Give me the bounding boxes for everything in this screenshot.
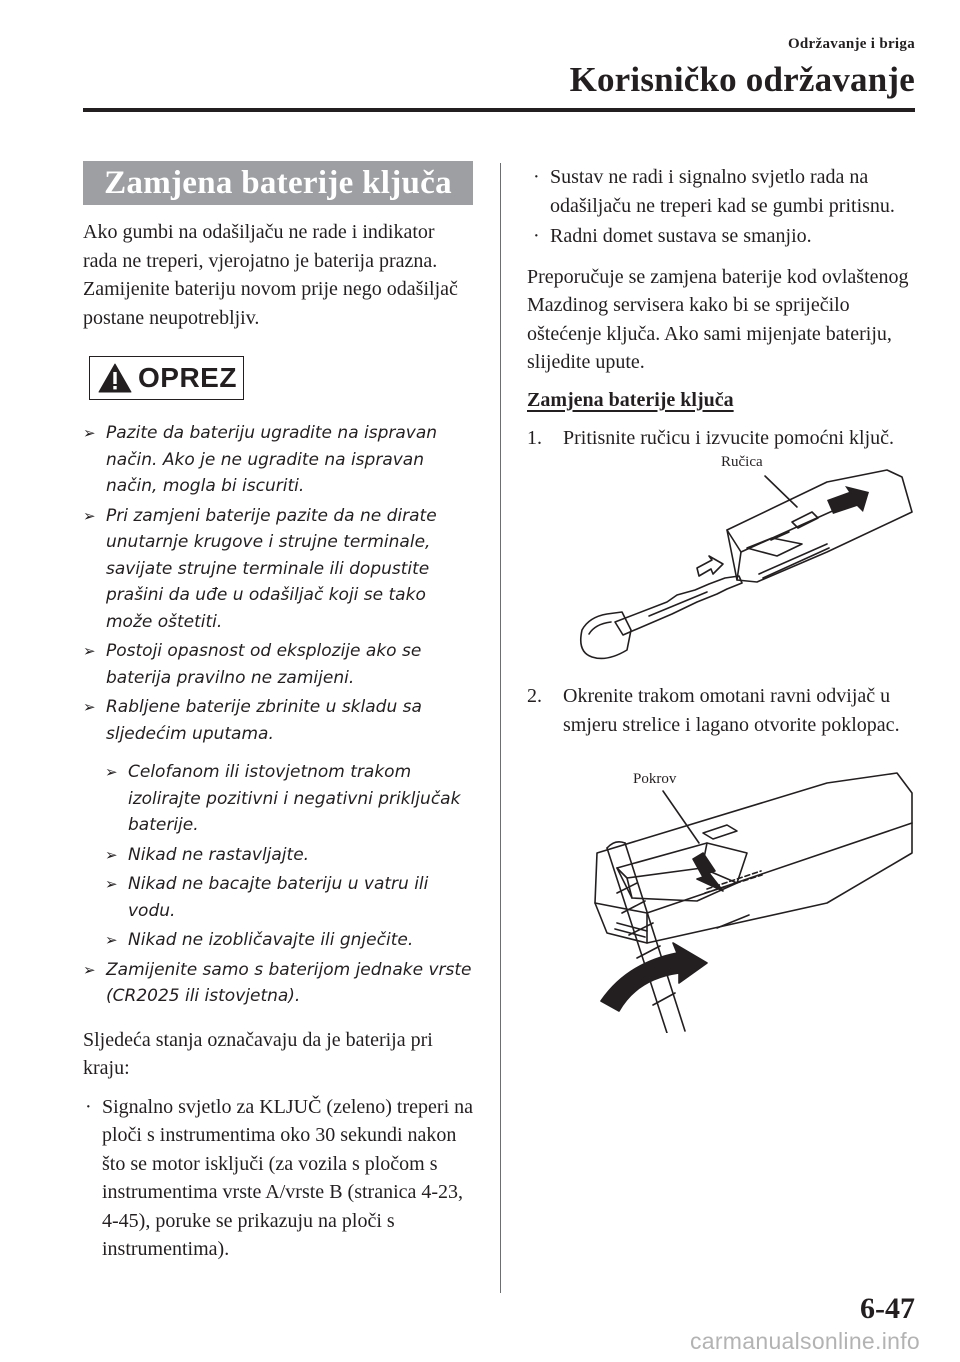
bullet-dot-icon: · bbox=[533, 166, 540, 188]
intro-paragraph-2: Zamijenite bateriju novom prije nego odašiljač postane neupotrebljiv. bbox=[83, 278, 458, 329]
caution-label: OPREZ bbox=[138, 362, 237, 393]
arrow-right-icon: ➢ bbox=[105, 931, 118, 949]
figure-release-lever bbox=[527, 452, 917, 682]
disposal-item: ➢ Celofanom ili istovjetnom trakom izolirajte pozitivni i negativni priključak baterije. bbox=[105, 759, 473, 839]
step-1 bbox=[527, 424, 917, 453]
page-number: 6-47 bbox=[860, 1292, 915, 1325]
caution-item: ➢ Postoji opasnost od eksplozije ako se baterija pravilno ne zamijeni. bbox=[83, 638, 473, 691]
figure-label-cover: Pokrov bbox=[633, 771, 677, 787]
caution-item: ➢ Rabljene baterije zbrinite u skladu sa sljedećim uputama. bbox=[83, 694, 473, 747]
caution-item: ➢ Pri zamjeni baterije pazite da ne dirate unutarnje krugove i strujne terminale, savijate strujne terminale ili dopustite prašini da uđe u odašiljač koji se tako može oštetiti. bbox=[83, 503, 473, 636]
key-fob-cover-illustration bbox=[527, 743, 917, 1033]
battery-low-sign: · Signalno svjetlo za KLJUČ (zeleno) treperi na ploči s instrumentima oko 30 sekundi nakon što se motor isključi (za vozila s pločom s instrumentima vrste A/vrste B (stranica 4-23, 4-45), poruke se prikazuju na ploči s instrumentima). bbox=[83, 1093, 473, 1264]
arrow-right-icon: ➢ bbox=[83, 698, 96, 716]
battery-low-intro: Sljedeća stanja označavaju da je baterija pri kraju: bbox=[83, 1028, 433, 1079]
warning-triangle-icon bbox=[98, 363, 132, 393]
procedure-subheading: Zamjena baterije ključa bbox=[527, 388, 734, 411]
battery-low-sign: · Sustav ne radi i signalno svjetlo rada na odašiljaču ne treperi kad se gumbi pritisnu. bbox=[531, 163, 917, 220]
column-divider bbox=[500, 163, 501, 1293]
arrow-right-icon: ➢ bbox=[83, 506, 96, 525]
arrow-right-icon: ➢ bbox=[83, 642, 96, 660]
battery-low-signs-list bbox=[83, 1093, 473, 1264]
header-rule bbox=[83, 108, 915, 112]
step-2 bbox=[527, 682, 917, 739]
left-column bbox=[83, 161, 473, 1264]
key-fob-lever-illustration bbox=[527, 452, 917, 682]
step-2-number: 2. bbox=[527, 685, 542, 707]
watermark: carmanualsonline.info bbox=[689, 1328, 920, 1354]
disposal-item: ➢ Nikad ne bacajte bateriju u vatru ili vodu. bbox=[105, 871, 473, 924]
figure-label-lever: Ručica bbox=[721, 454, 763, 470]
caution-list bbox=[83, 420, 473, 747]
header-section: Održavanje i briga bbox=[787, 36, 915, 52]
caution-list-end bbox=[83, 957, 473, 1010]
bullet-dot-icon: · bbox=[85, 1095, 92, 1118]
disposal-sublist bbox=[83, 759, 473, 954]
header-chapter-title: Korisničko održavanje bbox=[569, 60, 915, 99]
step-1-number: 1. bbox=[527, 426, 542, 449]
section-title-banner: Zamjena baterije ključa bbox=[83, 161, 473, 205]
right-column bbox=[527, 163, 917, 1033]
caution-box bbox=[89, 356, 244, 400]
disposal-item: ➢ Nikad ne izobličavajte ili gnječite. bbox=[105, 927, 473, 954]
caution-item: ➢ Pazite da bateriju ugradite na ispravan način. Ako je ne ugradite na ispravan način, mogla bi iscuriti. bbox=[83, 420, 473, 500]
recommendation-paragraph: Preporučuje se zamjena baterije kod ovlaštenog Mazdinog servisera kako bi se spriječilo oštećenje ključa. Ako sami mijenjate bateriju, slijedite upute. bbox=[527, 265, 909, 373]
step-1-text: Pritisnite ručicu i izvucite pomoćni ključ. bbox=[563, 426, 895, 449]
bullet-dot-icon: · bbox=[533, 225, 540, 247]
battery-low-sign: · Radni domet sustava se smanjio. bbox=[531, 222, 917, 251]
battery-low-signs-continued bbox=[527, 163, 917, 251]
intro-paragraph-1: Ako gumbi na odašiljaču ne rade i indikator rada ne treperi, vjerojatno je baterija prazna. bbox=[83, 221, 438, 272]
arrow-right-icon: ➢ bbox=[83, 424, 96, 442]
arrow-right-icon: ➢ bbox=[83, 960, 96, 979]
arrow-right-icon: ➢ bbox=[105, 763, 118, 781]
figure-open-cover bbox=[527, 743, 917, 1033]
arrow-right-icon: ➢ bbox=[105, 875, 118, 893]
caution-item: ➢ Zamijenite samo s baterijom jednake vrste (CR2025 ili istovjetna). bbox=[83, 957, 473, 1010]
arrow-right-icon: ➢ bbox=[105, 845, 118, 864]
step-2-text: Okrenite trakom omotani ravni odvijač u smjeru strelice i lagano otvorite poklopac. bbox=[563, 685, 900, 736]
disposal-item: ➢ Nikad ne rastavljajte. bbox=[105, 842, 473, 869]
